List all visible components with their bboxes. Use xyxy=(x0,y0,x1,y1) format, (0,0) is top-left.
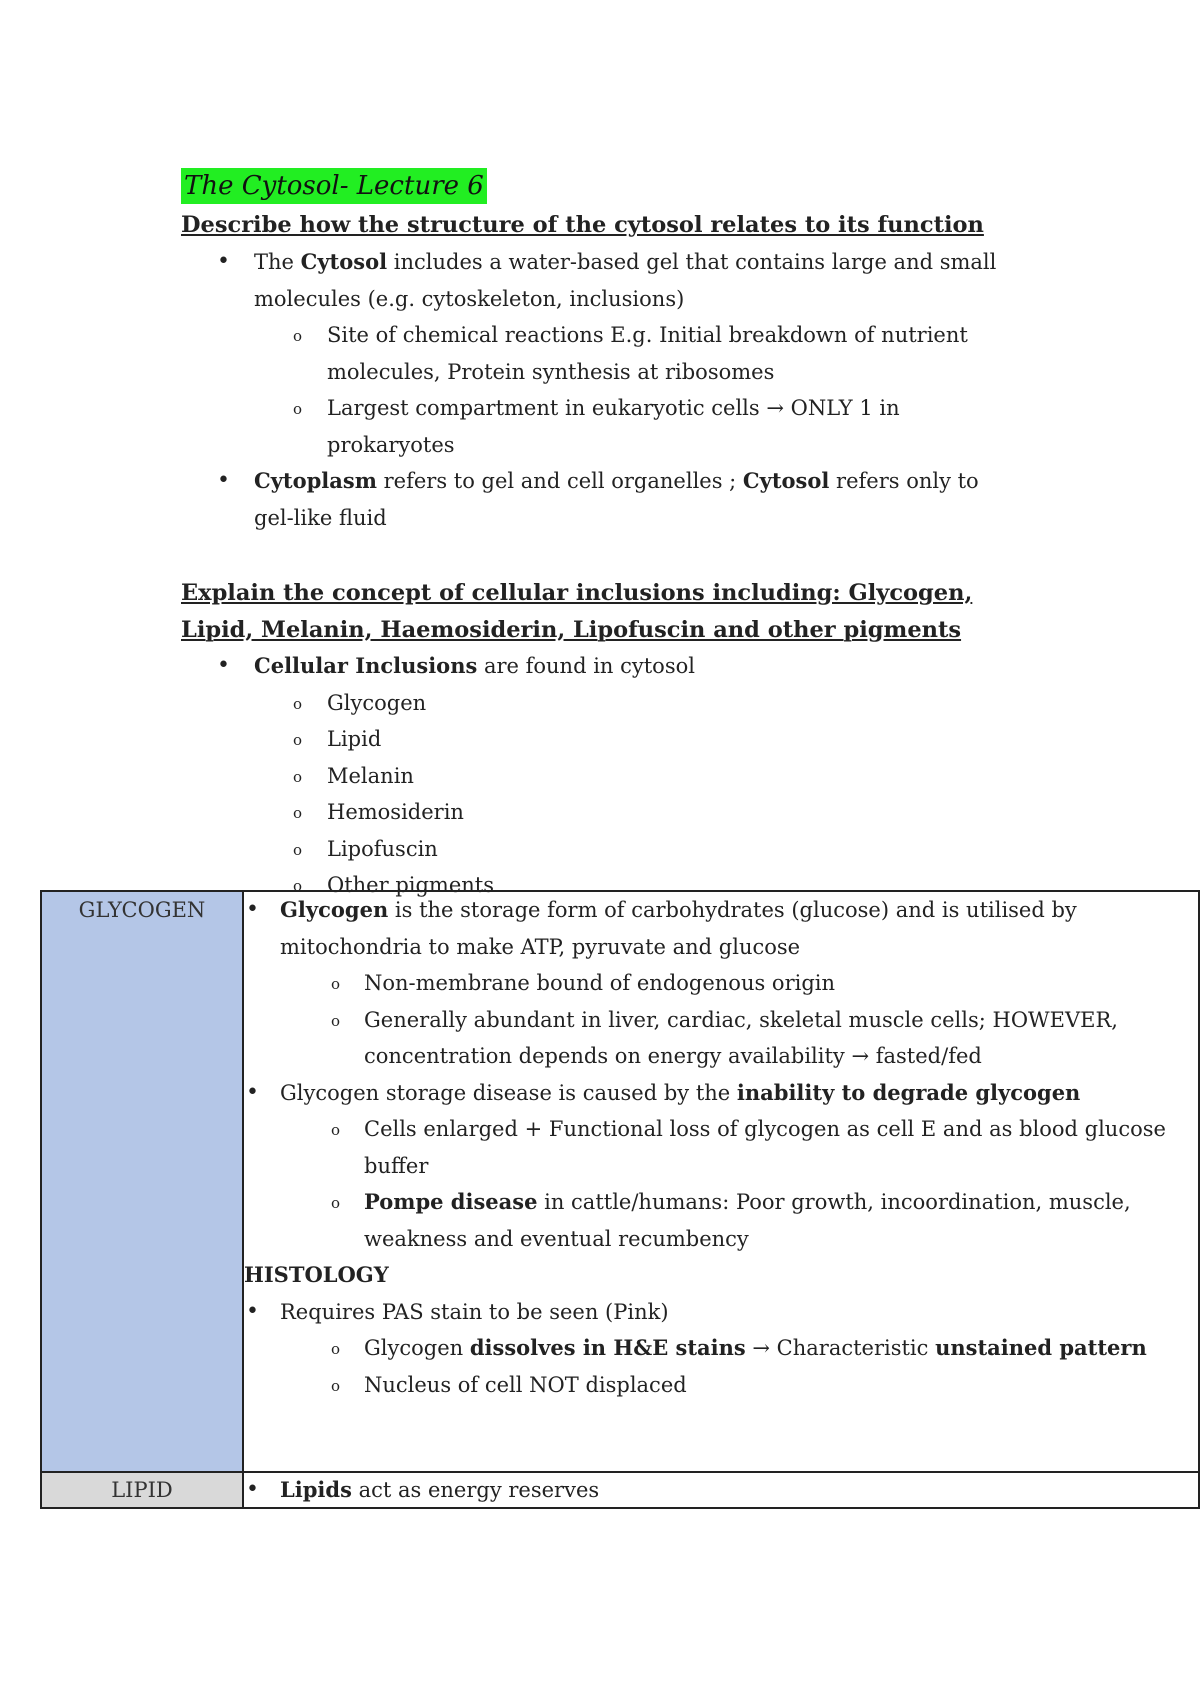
bullet-icon: • xyxy=(246,897,259,922)
glycogen-label: GLYCOGEN xyxy=(78,898,206,922)
histology-list xyxy=(244,1294,1198,1404)
section2-list xyxy=(181,648,1021,904)
bullet-icon: • xyxy=(217,653,230,678)
circle-bullet-icon: o xyxy=(331,1194,341,1212)
table-row-lipid xyxy=(41,1472,1199,1508)
circle-bullet-icon: o xyxy=(293,694,303,713)
circle-bullet-icon: o xyxy=(293,804,303,822)
list-item: o Other pigments xyxy=(181,867,1021,904)
list-item: • Lipids act as energy reserves xyxy=(244,1473,1198,1507)
circle-bullet-icon: o xyxy=(293,327,303,345)
glycogen-list xyxy=(244,892,1198,1257)
list-item: • Cytoplasm refers to gel and cell organelles ; Cytosol refers only to gel-like fluid xyxy=(181,463,1021,536)
inclusions-table xyxy=(40,890,1200,1509)
circle-bullet-icon: o xyxy=(331,1121,341,1139)
bullet-icon: • xyxy=(246,1477,259,1502)
bullet-icon: • xyxy=(217,249,230,274)
page-title: The Cytosol- Lecture 6 xyxy=(181,168,487,204)
list-item: o Site of chemical reactions E.g. Initial breakdown of nutrient molecules, Protein synthesis at ribosomes xyxy=(181,317,1021,390)
list-item: o Non-membrane bound of endogenous origin xyxy=(244,965,1198,1002)
circle-bullet-icon: o xyxy=(331,975,341,993)
circle-bullet-icon: o xyxy=(331,1340,341,1358)
list-item: o Glycogen xyxy=(181,685,1021,722)
lipid-label: LIPID xyxy=(111,1478,173,1502)
circle-bullet-icon: o xyxy=(293,400,303,418)
list-item: • Requires PAS stain to be seen (Pink) xyxy=(244,1294,1198,1331)
list-item: o Generally abundant in liver, cardiac, skeletal muscle cells; HOWEVER, concentration depends on energy availability → fasted/fed xyxy=(244,1002,1198,1075)
list-item: • The Cytosol includes a water-based gel that contains large and small molecules (e.g. cytoskeleton, inclusions) xyxy=(181,244,1021,317)
circle-bullet-icon: o xyxy=(293,877,303,895)
list-item: • Glycogen storage disease is caused by the inability to degrade glycogen xyxy=(244,1075,1198,1112)
histology-heading: HISTOLOGY xyxy=(244,1262,389,1287)
section1-list xyxy=(181,244,1021,536)
list-item: o Cells enlarged + Functional loss of glycogen as cell E and as blood glucose buffer xyxy=(244,1111,1198,1184)
list-item: • Glycogen is the storage form of carbohydrates (glucose) and is utilised by mitochondria to make ATP, pyruvate and glucose xyxy=(244,892,1198,965)
list-item: o Largest compartment in eukaryotic cells → ONLY 1 in prokaryotes xyxy=(181,390,1021,463)
glycogen-label-cell xyxy=(41,891,243,1472)
list-item: o Hemosiderin xyxy=(181,794,1021,831)
bullet-icon: • xyxy=(246,1298,259,1324)
lipid-list xyxy=(244,1473,1198,1507)
section1-heading: Describe how the structure of the cytosol relates to its function xyxy=(181,212,984,238)
bullet-icon: • xyxy=(217,468,230,493)
list-item: o Lipid xyxy=(181,721,1021,758)
list-item: o Nucleus of cell NOT displaced xyxy=(244,1367,1198,1404)
circle-bullet-icon: o xyxy=(293,731,303,749)
bullet-icon: • xyxy=(246,1079,259,1105)
circle-bullet-icon: o xyxy=(331,1376,341,1395)
section2-heading: Explain the concept of cellular inclusions including: Glycogen, Lipid, Melanin, Haemosiderin, Lipofuscin and other pigments xyxy=(181,580,973,643)
circle-bullet-icon: o xyxy=(293,840,303,859)
lipid-label-cell xyxy=(41,1472,243,1508)
circle-bullet-icon: o xyxy=(331,1011,341,1030)
list-item: o Glycogen dissolves in H&E stains → Characteristic unstained pattern xyxy=(244,1330,1198,1367)
list-item: o Melanin xyxy=(181,758,1021,795)
glycogen-content-cell xyxy=(243,891,1199,1472)
lipid-content-cell xyxy=(243,1472,1199,1508)
table-row-glycogen xyxy=(41,891,1199,1472)
circle-bullet-icon: o xyxy=(293,767,303,786)
list-item: • Cellular Inclusions are found in cytosol xyxy=(181,648,1021,685)
list-item: o Pompe disease in cattle/humans: Poor growth, incoordination, muscle, weakness and eventual recumbency xyxy=(244,1184,1198,1257)
list-item: o Lipofuscin xyxy=(181,831,1021,868)
